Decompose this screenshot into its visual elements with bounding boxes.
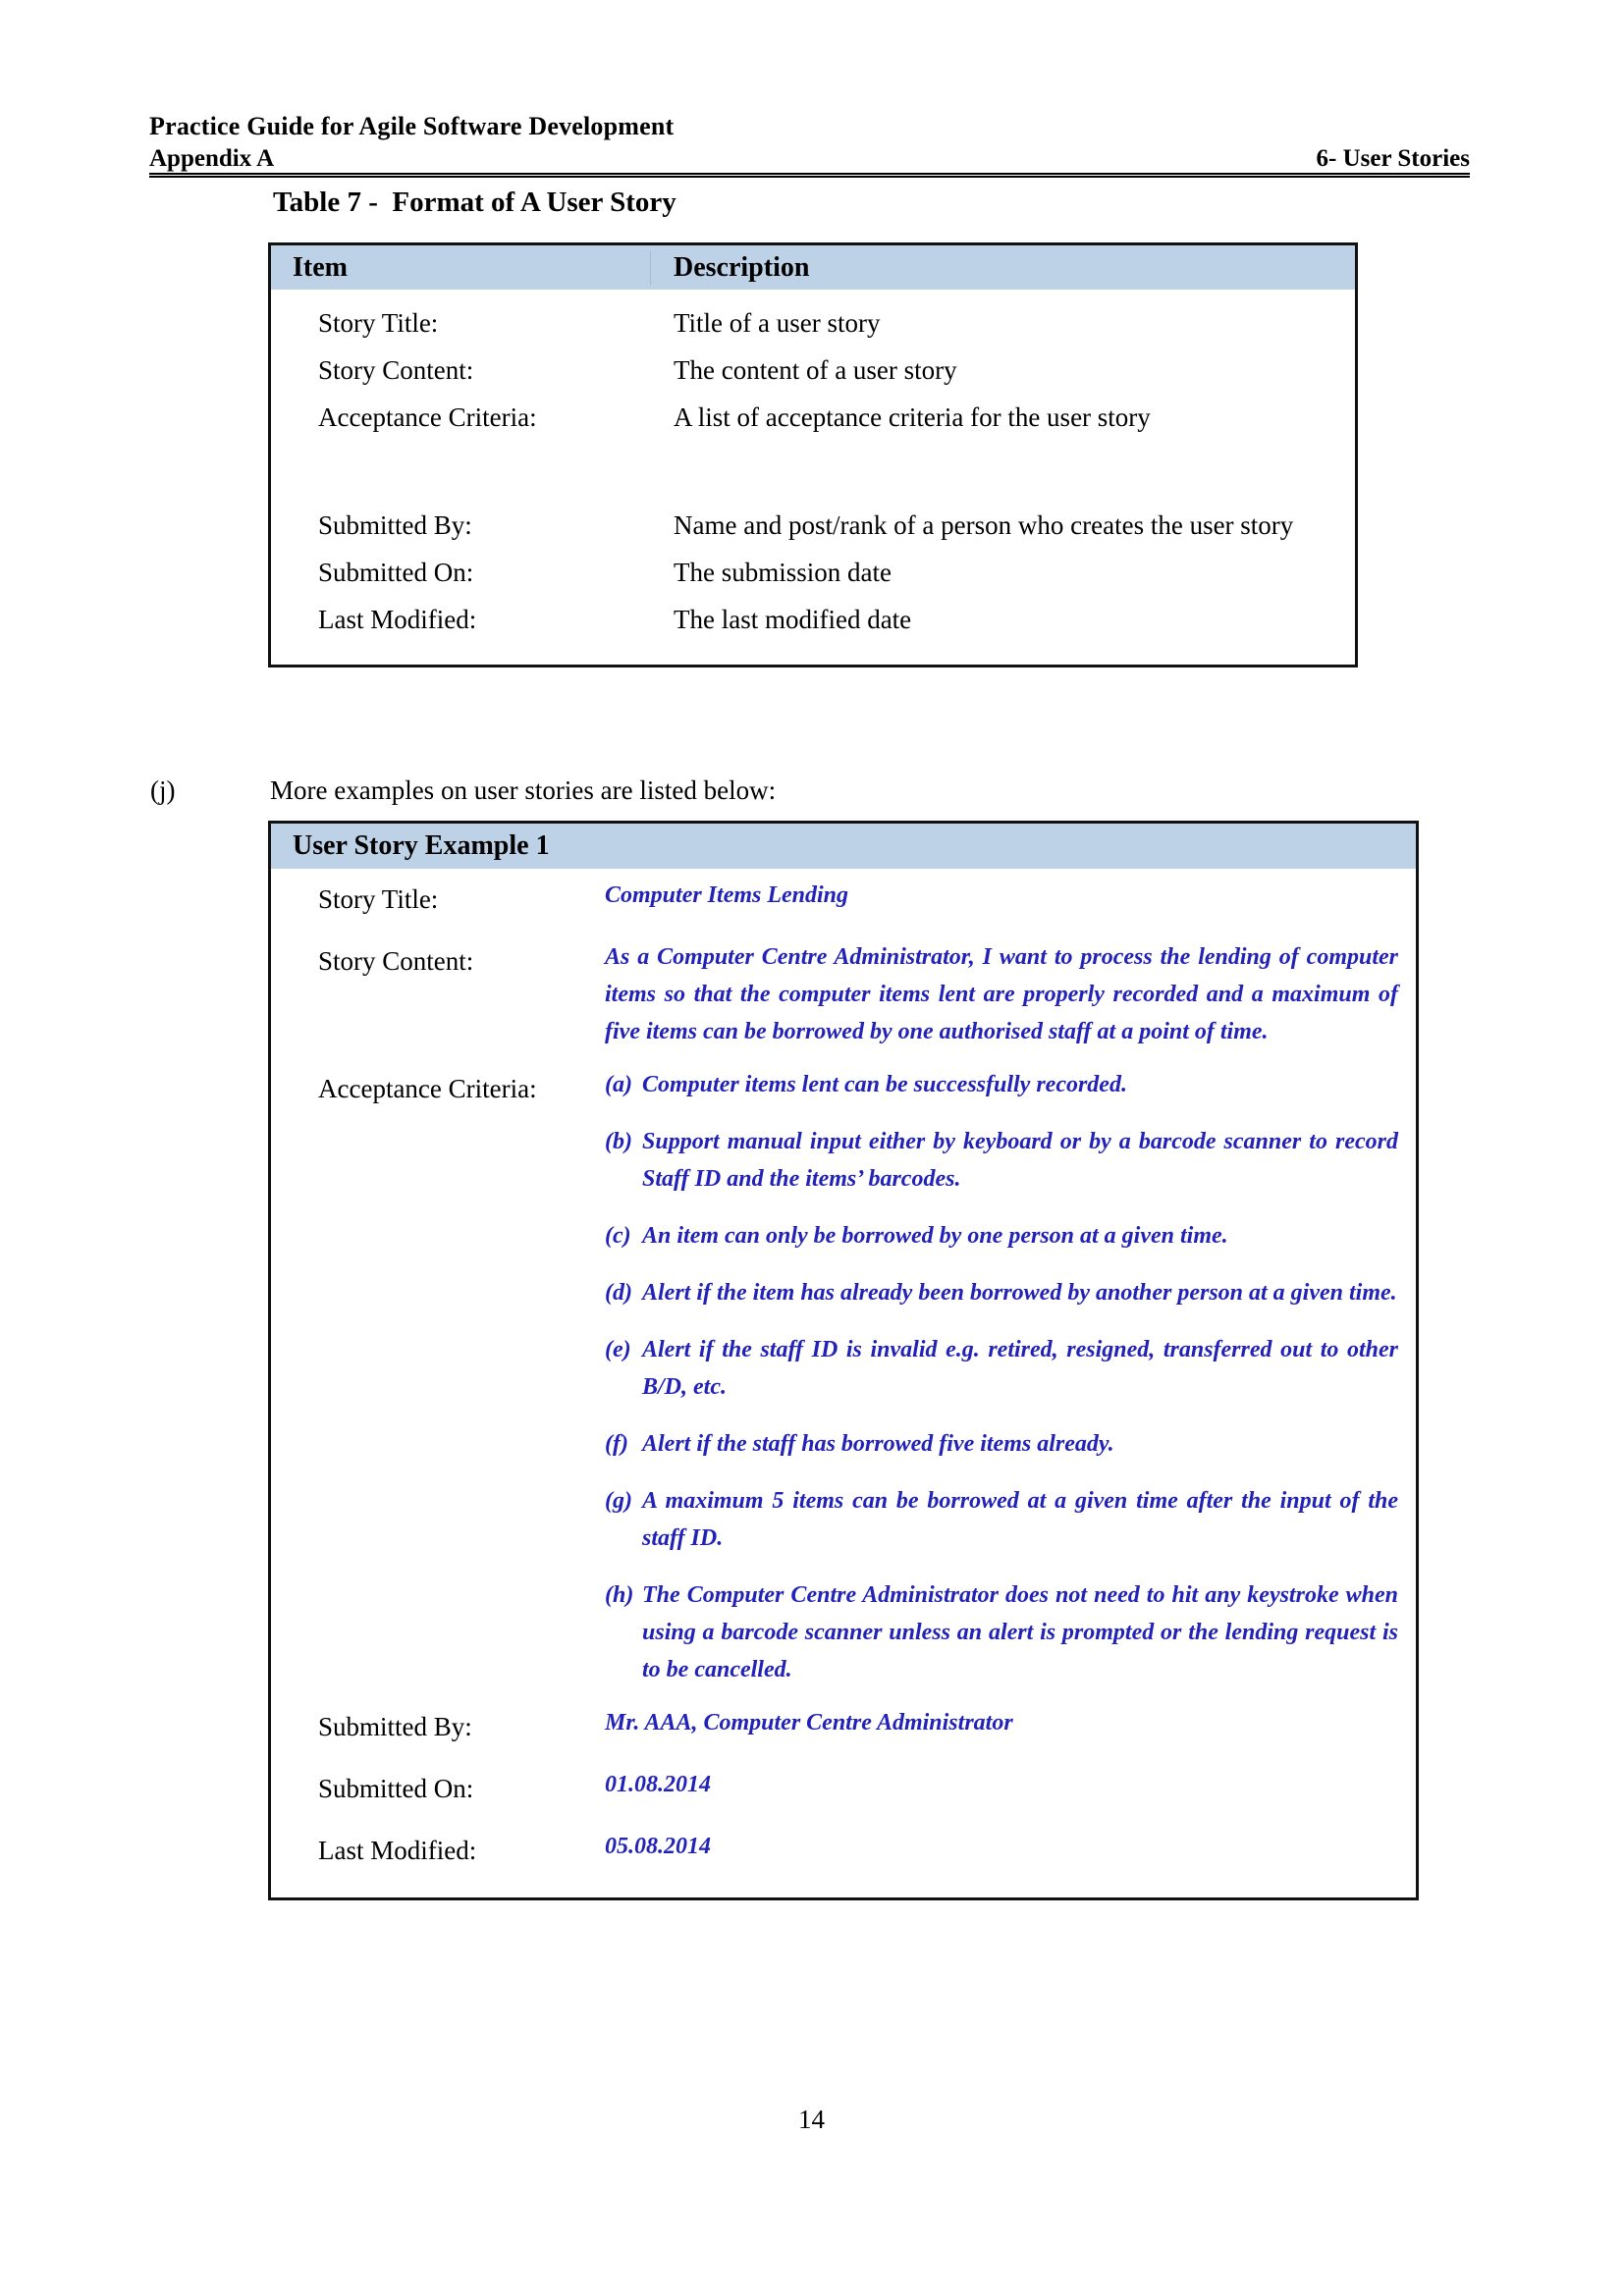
table7-description-cell: Name and post/rank of a person who creates the user story [674, 510, 1294, 540]
criteria-text: Alert if the staff has borrowed five items already. [642, 1431, 1114, 1457]
table7-description-cell: The content of a user story [674, 355, 957, 385]
paragraph-j-text: More examples on user stories are listed below: [270, 775, 777, 805]
example1-label-story-content: Story Content: [318, 946, 474, 976]
table7-col-item: Item [271, 251, 651, 285]
example1-label-story-title: Story Title: [318, 884, 439, 914]
list-item [605, 1482, 1398, 1557]
table-row [271, 502, 1355, 549]
table7-description-cell: The last modified date [674, 605, 912, 634]
running-header [149, 110, 1470, 175]
example1-title: User Story Example 1 [293, 830, 550, 861]
criteria-text: A maximum 5 items can be borrowed at a given time after the input of the staff ID. [642, 1488, 1398, 1551]
example1-label-submitted-by: Submitted By: [318, 1712, 472, 1741]
table-row [271, 394, 1355, 441]
list-item [605, 1217, 1398, 1255]
example1-body [271, 869, 1416, 1897]
paragraph-j [150, 772, 1427, 809]
table7-header-row [271, 245, 1355, 290]
table-row [271, 1766, 1416, 1812]
criteria-marker: (e) [605, 1337, 631, 1362]
row-spacer [271, 923, 1416, 938]
list-item [605, 1066, 1398, 1103]
table7-caption: Table 7 - Format of A User Story [273, 187, 676, 218]
criteria-text: An item can only be borrowed by one person at a given time. [642, 1223, 1228, 1249]
table-row [271, 877, 1416, 923]
section-label: 6- User Stories [1316, 145, 1470, 172]
table7-item-cell: Submitted On: [318, 558, 474, 587]
table7-description-cell: Title of a user story [674, 308, 881, 338]
table-row [271, 549, 1355, 596]
example1-header-row [271, 824, 1416, 869]
example1-value-last-modified: 05.08.2014 [605, 1834, 711, 1859]
criteria-marker: (f) [605, 1431, 628, 1457]
list-item [605, 1425, 1398, 1463]
list-item [605, 1576, 1398, 1688]
table-user-story-example-1 [268, 821, 1419, 1900]
criteria-marker: (d) [605, 1280, 632, 1306]
list-item [605, 1274, 1398, 1311]
row-spacer [271, 1812, 1416, 1828]
header-second-line [149, 143, 1470, 175]
criteria-marker: (h) [605, 1582, 634, 1608]
table-row [271, 1828, 1416, 1874]
paragraph-j-marker: (j) [150, 775, 176, 805]
example1-value-submitted-by: Mr. AAA, Computer Centre Administrator [605, 1710, 1013, 1735]
criteria-text: Alert if the staff ID is invalid e.g. retired, resigned, transferred out to other B/D, etc. [642, 1337, 1398, 1400]
criteria-text: Computer items lent can be successfully recorded. [642, 1072, 1127, 1097]
appendix-label: Appendix A [149, 145, 275, 172]
criteria-text: The Computer Centre Administrator does not need to hit any keystroke when using a barcode scanner unless an alert is prompted or the lending request is to be cancelled. [642, 1582, 1398, 1682]
table-row [271, 299, 1355, 347]
list-item [605, 1331, 1398, 1406]
table7-item-cell: Story Content: [318, 355, 474, 385]
example1-label-last-modified: Last Modified: [318, 1836, 477, 1865]
table7-description-cell: The submission date [674, 558, 892, 587]
example1-label-acceptance-criteria: Acceptance Criteria: [318, 1074, 537, 1103]
page-number: 14 [798, 2105, 825, 2134]
table-row [271, 596, 1355, 643]
criteria-marker: (b) [605, 1129, 632, 1154]
table7-item-cell: Submitted By: [318, 510, 472, 540]
criteria-marker: (c) [605, 1223, 631, 1249]
header-divider-rule [149, 173, 1470, 178]
list-item [605, 1123, 1398, 1198]
document-title: Practice Guide for Agile Software Development [149, 112, 675, 140]
table7-col-description: Description [674, 251, 810, 283]
row-spacer [271, 1688, 1416, 1704]
example1-acceptance-criteria-list [605, 1066, 1416, 1688]
example1-value-story-title: Computer Items Lending [605, 882, 849, 908]
example1-value-submitted-on: 01.08.2014 [605, 1772, 711, 1797]
table7-format-of-a-user-story [268, 242, 1358, 667]
table7-item-cell: Acceptance Criteria: [318, 402, 537, 432]
criteria-marker: (a) [605, 1072, 632, 1097]
table7-item-cell: Last Modified: [318, 605, 477, 634]
table-row [271, 347, 1355, 394]
table-row [271, 938, 1416, 1050]
table-row [271, 1066, 1416, 1688]
example1-label-submitted-on: Submitted On: [318, 1774, 474, 1803]
table7-item-cell: Story Title: [318, 308, 439, 338]
table7-description-cell: A list of acceptance criteria for the user story [674, 402, 1151, 432]
row-spacer [271, 1750, 1416, 1766]
table7-body [271, 290, 1355, 665]
criteria-text: Support manual input either by keyboard or by a barcode scanner to record Staff ID and the items’ barcodes. [642, 1129, 1398, 1192]
table7-spacer [271, 441, 1355, 502]
example1-value-story-content: As a Computer Centre Administrator, I want to process the lending of computer items so that the computer items lent are properly recorded and a maximum of five items can be borrowed by one authorised staff at a point of time. [605, 944, 1398, 1044]
criteria-marker: (g) [605, 1488, 632, 1514]
table-row [271, 1704, 1416, 1750]
criteria-text: Alert if the item has already been borrowed by another person at a given time. [642, 1280, 1397, 1306]
row-spacer [271, 1050, 1416, 1066]
